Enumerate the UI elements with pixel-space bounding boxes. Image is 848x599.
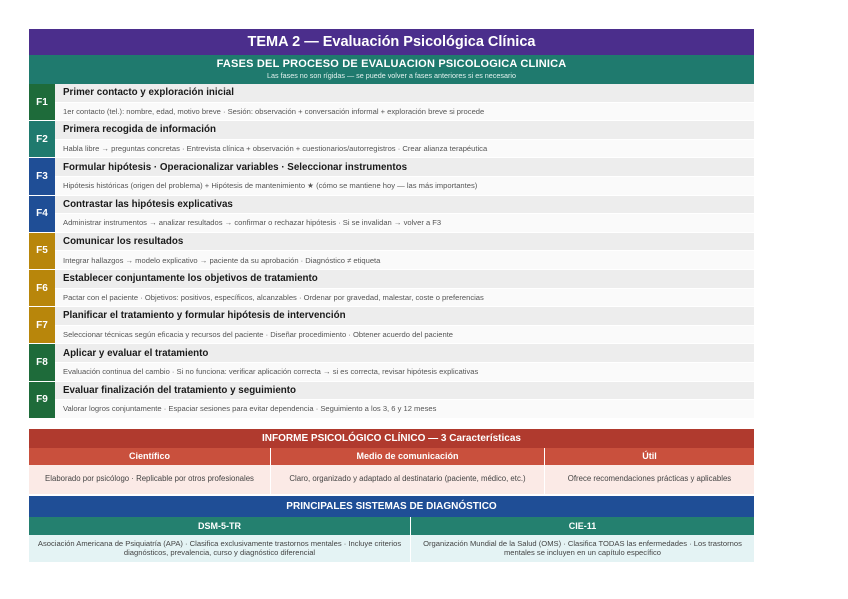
phase-title: Establecer conjuntamente los objetivos de tratamiento bbox=[55, 270, 754, 288]
informe-cell-util: Ofrece recomendaciones prácticas y aplicables bbox=[545, 465, 754, 494]
phase-badge: F2 bbox=[29, 121, 55, 157]
phase-row bbox=[29, 344, 754, 381]
phase-desc: Administrar instrumentos → analizar resultados → confirmar o rechazar hipótesis · Si se invalidan → volver a F3 bbox=[55, 213, 754, 232]
phase-desc: Habla libre → preguntas concretas · Entrevista clínica + observación + cuestionarios/autorregistros · Crear alianza terapéutica bbox=[55, 139, 754, 158]
phase-badge: F6 bbox=[29, 270, 55, 306]
page-title: TEMA 2 — Evaluación Psicológica Clínica bbox=[29, 29, 754, 55]
phase-badge: F8 bbox=[29, 344, 55, 380]
informe-col-util: Útil bbox=[545, 448, 754, 465]
phase-desc: Valorar logros conjuntamente · Espaciar sesiones para evitar dependencia · Seguimiento a los 3, 6 y 12 meses bbox=[55, 399, 754, 418]
phase-badge: F1 bbox=[29, 84, 55, 120]
informe-header-row bbox=[29, 448, 754, 465]
diagnostico-cell-dsm: Asociación Americana de Psiquiatría (APA) · Clasifica exclusivamente trastornos mentales · Incluye criterios diagnósticos, prevalencia, curso y diagnóstico diferencial bbox=[29, 535, 411, 562]
phase-title: Evaluar finalización del tratamiento y seguimiento bbox=[55, 382, 754, 400]
phase-list bbox=[29, 84, 754, 419]
phase-desc: Integrar hallazgos → modelo explicativo → paciente da su aprobación · Diagnóstico ≠ etiqueta bbox=[55, 250, 754, 269]
phase-title: Planificar el tratamiento y formular hipótesis de intervención bbox=[55, 307, 754, 325]
diagnostico-col-cie: CIE-11 bbox=[411, 517, 754, 535]
phase-desc: Seleccionar técnicas según eficacia y recursos del paciente · Diseñar procedimiento · Obtener acuerdo del paciente bbox=[55, 325, 754, 344]
informe-col-cientifico: Científico bbox=[29, 448, 271, 465]
diagnostico-content-row bbox=[29, 535, 754, 562]
phases-title: FASES DEL PROCESO DE EVALUACION PSICOLOGICA CLINICA bbox=[216, 58, 567, 70]
phase-badge: F7 bbox=[29, 307, 55, 343]
phase-row bbox=[29, 196, 754, 233]
phase-title: Aplicar y evaluar el tratamiento bbox=[55, 344, 754, 362]
phase-badge: F5 bbox=[29, 233, 55, 269]
phases-subtitle: Las fases no son rígidas — se puede volver a fases anteriores si es necesario bbox=[267, 71, 516, 80]
worksheet bbox=[29, 29, 754, 562]
phase-title: Formular hipótesis · Operacionalizar variables · Seleccionar instrumentos bbox=[55, 158, 754, 176]
informe-title: INFORME PSICOLÓGICO CLÍNICO — 3 Características bbox=[29, 429, 754, 448]
phase-row bbox=[29, 233, 754, 270]
phase-row bbox=[29, 307, 754, 344]
phase-desc: Evaluación continua del cambio · Si no funciona: verificar aplicación correcta → si es correcta, revisar hipótesis explicativas bbox=[55, 362, 754, 381]
phase-title: Comunicar los resultados bbox=[55, 233, 754, 251]
phases-header bbox=[29, 55, 754, 84]
phase-desc: Hipótesis históricas (origen del problema) + Hipótesis de mantenimiento ★ (cómo se mantiene hoy — las más importantes) bbox=[55, 176, 754, 195]
phase-badge: F3 bbox=[29, 158, 55, 194]
phase-row bbox=[29, 158, 754, 195]
informe-col-medio: Medio de comunicación bbox=[271, 448, 545, 465]
phase-row bbox=[29, 84, 754, 121]
diagnostico-title: PRINCIPALES SISTEMAS DE DIAGNÓSTICO bbox=[29, 496, 754, 517]
phase-row bbox=[29, 270, 754, 307]
phase-row bbox=[29, 121, 754, 158]
informe-cell-cientifico: Elaborado por psicólogo · Replicable por otros profesionales bbox=[29, 465, 271, 494]
phase-row bbox=[29, 382, 754, 419]
phase-title: Primera recogida de información bbox=[55, 121, 754, 139]
informe-content-row bbox=[29, 465, 754, 494]
phase-title: Primer contacto y exploración inicial bbox=[55, 84, 754, 102]
phase-desc: 1er contacto (tel.): nombre, edad, motivo breve · Sesión: observación + conversación informal + exploración breve si procede bbox=[55, 102, 754, 121]
phase-badge: F9 bbox=[29, 382, 55, 418]
phase-title: Contrastar las hipótesis explicativas bbox=[55, 196, 754, 214]
informe-cell-medio: Claro, organizado y adaptado al destinatario (paciente, médico, etc.) bbox=[271, 465, 545, 494]
phase-badge: F4 bbox=[29, 196, 55, 232]
diagnostico-col-dsm: DSM-5-TR bbox=[29, 517, 411, 535]
diagnostico-cell-cie: Organización Mundial de la Salud (OMS) · Clasifica TODAS las enfermedades · Los trastornos mentales se incluyen en un capítulo específico bbox=[411, 535, 754, 562]
phase-desc: Pactar con el paciente · Objetivos: positivos, específicos, alcanzables · Ordenar por gravedad, malestar, coste o preferencias bbox=[55, 288, 754, 307]
diagnostico-header-row bbox=[29, 517, 754, 535]
